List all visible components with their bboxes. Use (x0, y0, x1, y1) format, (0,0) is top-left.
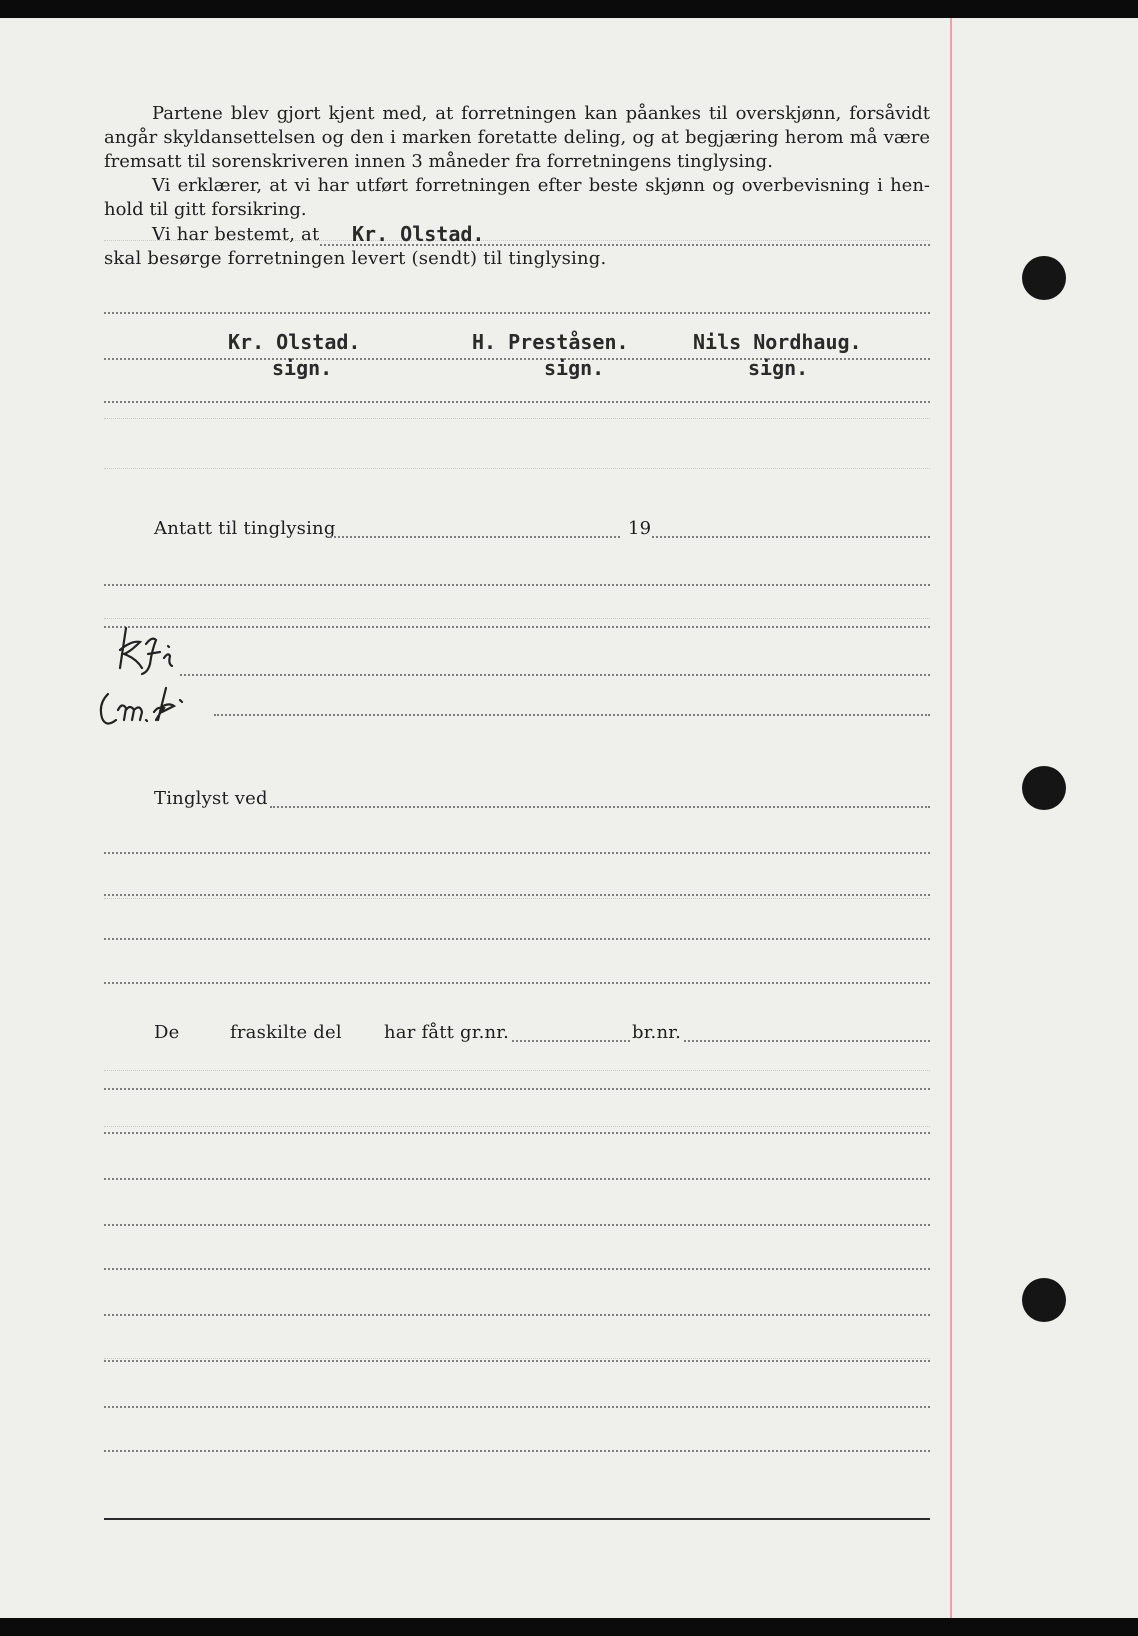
ruled-line (104, 1314, 930, 1316)
punch-hole (1022, 766, 1066, 810)
footnote-rule (104, 1518, 930, 1520)
intro-line: angår skyldansettelsen og den i marken foretatte deling, og at begjæring herom må være (104, 127, 930, 148)
signature-sign: sign. (544, 356, 605, 380)
fraskilt-word-de: De (154, 1022, 180, 1043)
handwritten-mark-1 (112, 624, 202, 676)
bestemt-label: Vi har bestemt, at (152, 224, 320, 245)
punch-hole (1022, 1278, 1066, 1322)
ruled-line (104, 938, 930, 940)
tinglyst-dotted-line (270, 806, 930, 808)
fraskilt-word-del: fraskilte del (230, 1022, 342, 1043)
signature-sign: sign. (272, 356, 333, 380)
antatt-year-dotted-line (652, 536, 930, 538)
intro-line: hold til gitt forsikring. (104, 199, 307, 220)
bestemt-name: Kr. Olstad. (352, 222, 485, 246)
ruled-line (104, 852, 930, 854)
handwritten-mark-2 (94, 680, 214, 732)
intro-line: Partene blev gjort kjent med, at forretningen kan påankes til overskjønn, forsåvidt (152, 103, 930, 124)
ruled-line (180, 674, 930, 676)
brnr-dotted-line (684, 1040, 930, 1042)
signature-name: Kr. Olstad. (228, 330, 361, 354)
ruled-line (104, 1178, 930, 1180)
faint-line (104, 898, 930, 899)
antatt-label: Antatt til tinglysing (154, 518, 336, 539)
antatt-dotted-line (330, 536, 620, 538)
ruled-line (104, 894, 930, 896)
document-page (0, 18, 1138, 1618)
fraskilt-grnr: har fått gr.nr. (384, 1022, 510, 1043)
besorge-line: skal besørge forretningen levert (sendt) til tinglysing. (104, 248, 607, 269)
faint-line (104, 1358, 930, 1359)
faint-line (104, 1070, 930, 1071)
ruled-line (104, 1224, 930, 1226)
punch-hole (1022, 256, 1066, 300)
ruled-line (104, 1360, 930, 1362)
signature-top-line (104, 312, 930, 314)
ruled-line (104, 1406, 930, 1408)
margin-line (950, 18, 952, 1618)
ruled-line (104, 1450, 930, 1452)
grnr-dotted-line (512, 1040, 630, 1042)
ruled-line (214, 714, 930, 716)
intro-paragraph (104, 102, 930, 222)
antatt-year-prefix: 19 (628, 518, 652, 539)
ruled-line (104, 1132, 930, 1134)
faint-line (104, 1126, 930, 1127)
intro-line: Vi erklærer, at vi har utført forretningen efter beste skjønn og overbevisning i hen- (152, 175, 930, 196)
tinglyst-label: Tinglyst ved (154, 788, 268, 809)
faint-line (104, 418, 930, 419)
signature-name: H. Preståsen. (472, 330, 629, 354)
signature-sign: sign. (748, 356, 809, 380)
fraskilt-brnr: br.nr. (632, 1022, 682, 1043)
ruled-line (104, 584, 930, 586)
ruled-line (104, 1268, 930, 1270)
ruled-line (104, 626, 930, 628)
ruled-line (104, 982, 930, 984)
faint-line (104, 618, 930, 619)
ruled-line (104, 1088, 930, 1090)
signature-bottom-line (104, 401, 930, 403)
signature-name: Nils Nordhaug. (693, 330, 862, 354)
faint-line (104, 468, 930, 469)
intro-line: fremsatt til sorenskriveren innen 3 måneder fra forretningens tinglysing. (104, 151, 773, 172)
